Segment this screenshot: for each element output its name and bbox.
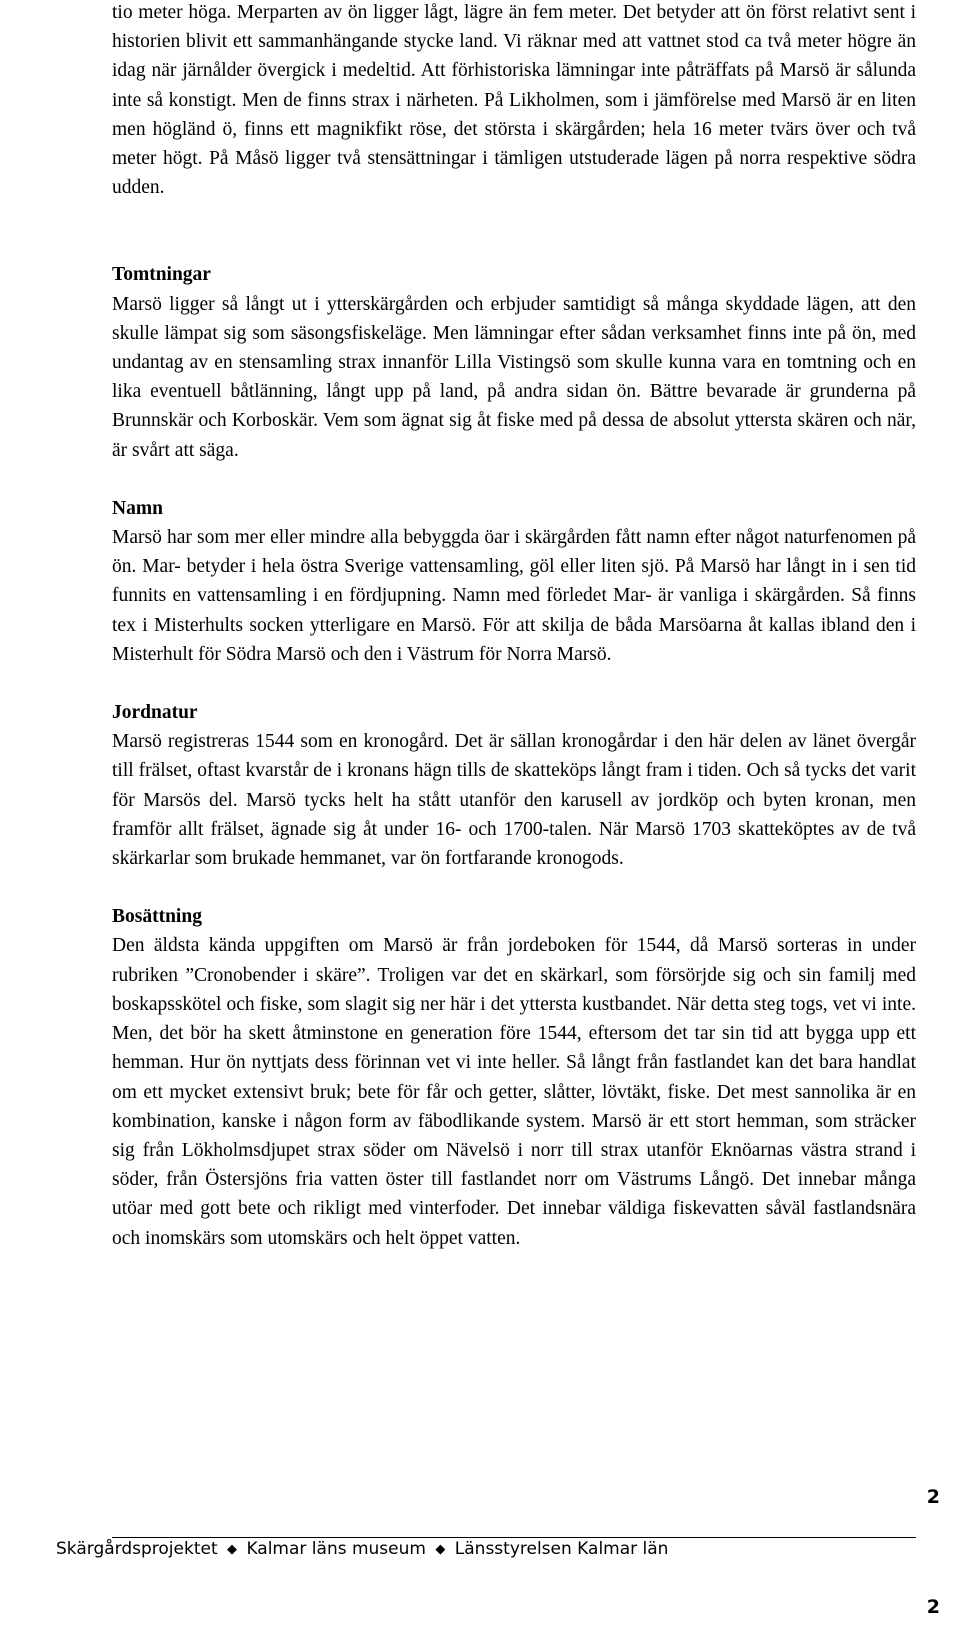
diamond-icon: ◆ [227,1542,238,1557]
heading-tomtningar: Tomtningar [112,264,211,286]
footer-project: Skärgårdsprojektet [56,1539,218,1559]
footer-county: Länsstyrelsen Kalmar län [454,1539,669,1559]
paragraph-namn: Marsö har som mer eller mindre alla bebyggda öar i skärgården fått namn efter något naturfenomen på ön. Mar- betyder i hela östra Sverige vattensamling, göl eller liten sjö. På Marsö har långt in i sen tid funnits en vattensamling i en fördjupning. Namn med förledet Mar- är vanliga i skärgården. Så finns tex i Misterhults socken ytterligare en Marsö. För att skilja de båda Marsöarna åt kallas ibland den i Misterhult för Södra Marsö och den i Västrum för Norra Marsö. [112,527,916,665]
footer [56,1538,856,1561]
footer-museum: Kalmar läns museum [246,1539,426,1559]
page-number: 2 [926,1596,940,1618]
page-number-upper: 2 [926,1486,940,1508]
intro-paragraph: tio meter höga. Merparten av ön ligger lågt, lägre än fem meter. Det betyder att ön först relativt sent i historien blivit ett sammanhängande stycke land. Vi räknar med att vattnet stod ca två meter högre än idag när järnålder övergick i medeltid. Att förhistoriska lämningar inte påträffats på Marsö är sålunda inte så konstigt. Men de finns strax i närheten. På Likholmen, som i jämförelse med Marsö är en liten men högländ ö, finns ett magnikfikt röse, det största i skärgården; hela 16 meter tvärs över och två meter högt. På Måsö ligger två stensättningar i tämligen utstuderade lägen på norra respektive södra udden. [112,2,916,199]
paragraph-bosattning: Den äldsta kända uppgiften om Marsö är från jordeboken för 1544, då Marsö sorteras in under rubriken ”Cronobender i skäre”. Troligen var det en skärkarl, som försörjde sig och sin familj med boskapsskötel och fiske, som slagit sig ner här i det yttersta kustbandet. När detta steg togs, vet vi inte. Men, det bör ha skett åtminstone en generation före 1544, eftersom det tar sin tid att bygga upp ett hemman. Hur ön nyttjats dess förinnan vet vi inte heller. Så långt från fastlandet kan det bara handlat om ett mycket extensivt bruk; bete för får och getter, slåtter, lövtäkt, fiske. Det mest sannolika är en kombination, kanske i någon form av fäbodlikande system. Marsö är ett stort hemman, som sträcker sig från Lökholmsdjupet strax söder om Nävelsö i norr till strax utanför Eknöarnas västra strand i söder, från Östersjöns fria vatten öster till fastlandet norr om Västrums Långö. Det innebar många utöar med gott bete och rikligt med vinterfoder. Det innebar väldiga fiskevatten såväl fastlandsnära och inomskärs som utomskärs och helt öppet vatten. [112,935,916,1249]
heading-namn: Namn [112,497,163,519]
paragraph-jordnatur: Marsö registreras 1544 som en kronogård. Det är sällan kronogårdar i den här delen av länet övergår till frälset, oftast kvarstår de i kronans hägn tills de skatteköps långt fram i tiden. Och så tycks det varit för Marsös del. Marsö tycks helt ha stått utanför den karusell av jordköp och byten kronan, men framför allt frälset, ägnade sig åt under 16- och 1700-talen. När Marsö 1703 skatteköptes av de två skärkarlar som brukade hemmanet, var ön fortfarande kronogods. [112,731,916,870]
document-body [112,0,916,1253]
heading-jordnatur: Jordnatur [112,702,198,724]
heading-bosattning: Bosättning [112,906,202,928]
paragraph-tomtningar: Marsö ligger så långt ut i ytterskärgården och erbjuder samtidigt så många skyddade lägen, att den skulle lämpat sig som säsongsfiskeläge. Men lämningar efter sådan verksamhet finns inte på ön, med undantag av en stensamling strax innanför Lilla Vistingsö som skulle kunna vara en tomtning och en lika eventuell båtlänning, långt upp på land, på andra sidan ön. Bättre bevarade är grunderna på Brunnskär och Korboskär. Vem som ägnat sig åt fiske med på dessa de absolut yttersta skären och när, är svårt att säga. [112,293,916,461]
diamond-icon: ◆ [435,1542,446,1557]
